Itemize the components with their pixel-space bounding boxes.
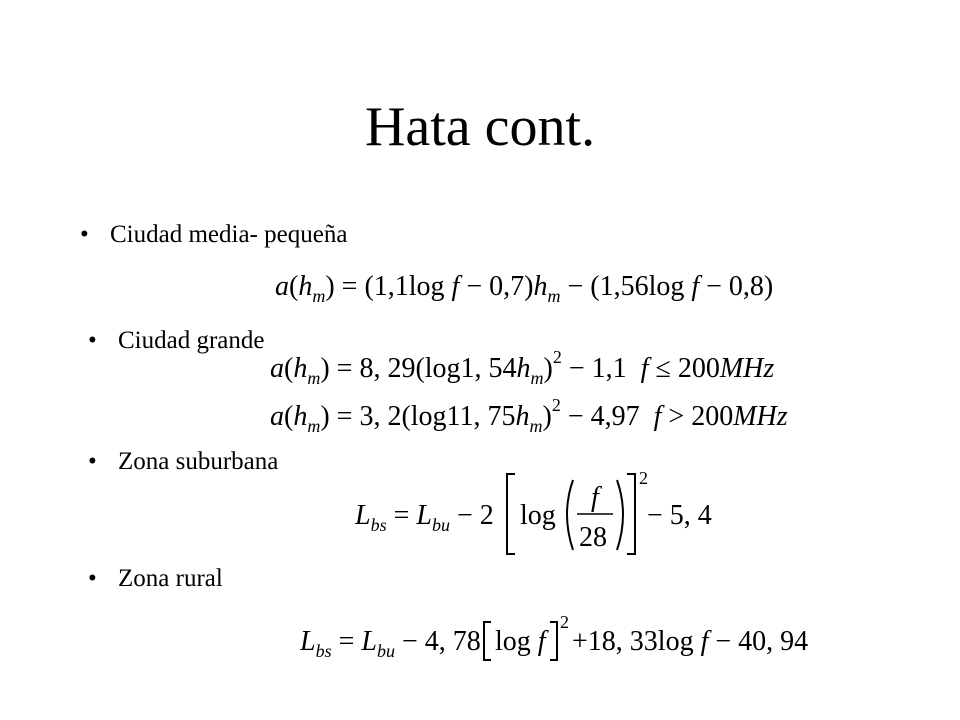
equation-zona-suburbana <box>355 466 725 562</box>
svg-text:2: 2 <box>560 612 569 632</box>
svg-text:Lbs = Lbu − 4, 78: $L_{bs} = L_{bu} - 4$, 78 <box>300 626 481 661</box>
slide-title: Hata cont. <box>364 96 596 158</box>
bullet-label: Zona rural <box>118 565 223 592</box>
equation-ciudad-grande-1: $a(h_m) = 8$, 29(log1, $54h_m)^2 - 1,1$ f ≤ 200MHz <box>270 347 775 388</box>
equation-ciudad-grande-2: $a(h_m) = 3$, 2(log11, $75h_m)^2 - 4,97$ f > 200MHz <box>270 395 788 436</box>
bullet-dot: • <box>88 448 97 475</box>
svg-text:f: f <box>591 482 599 513</box>
equation-ciudad-media: $a(h_m) = (1,1\log$ $f - 0,7)h_m - (1,56\log$ f − 0,8) <box>275 271 774 306</box>
equation-zona-rural <box>300 610 840 670</box>
svg-text:Lbs = Lbu − 2: $L_{bs} = L_{bu} - 2$ <box>355 500 494 535</box>
bullet-dot: • <box>80 221 89 248</box>
bullet-dot: • <box>88 565 97 592</box>
svg-text:+18, 33log f − 40, 94: +18, 33log f − 40, 94 <box>572 626 809 657</box>
svg-text:log: log <box>520 500 556 531</box>
bullet-dot: • <box>88 327 97 354</box>
bullet-label: Ciudad media- pequeña <box>110 221 348 248</box>
svg-text:− 5, 4: − 5, 4 <box>647 500 712 531</box>
bullet-ciudad-media <box>80 220 347 250</box>
svg-text:2: 2 <box>639 468 648 488</box>
bullet-label: Zona suburbana <box>118 448 279 475</box>
bullet-ciudad-grande <box>88 326 264 356</box>
svg-text:log f: log f <box>495 626 546 657</box>
svg-text:28: 28 <box>579 522 607 553</box>
bullet-label: Ciudad grande <box>118 327 265 354</box>
bullet-zona-rural <box>88 564 223 594</box>
bullet-zona-suburbana <box>88 447 278 477</box>
